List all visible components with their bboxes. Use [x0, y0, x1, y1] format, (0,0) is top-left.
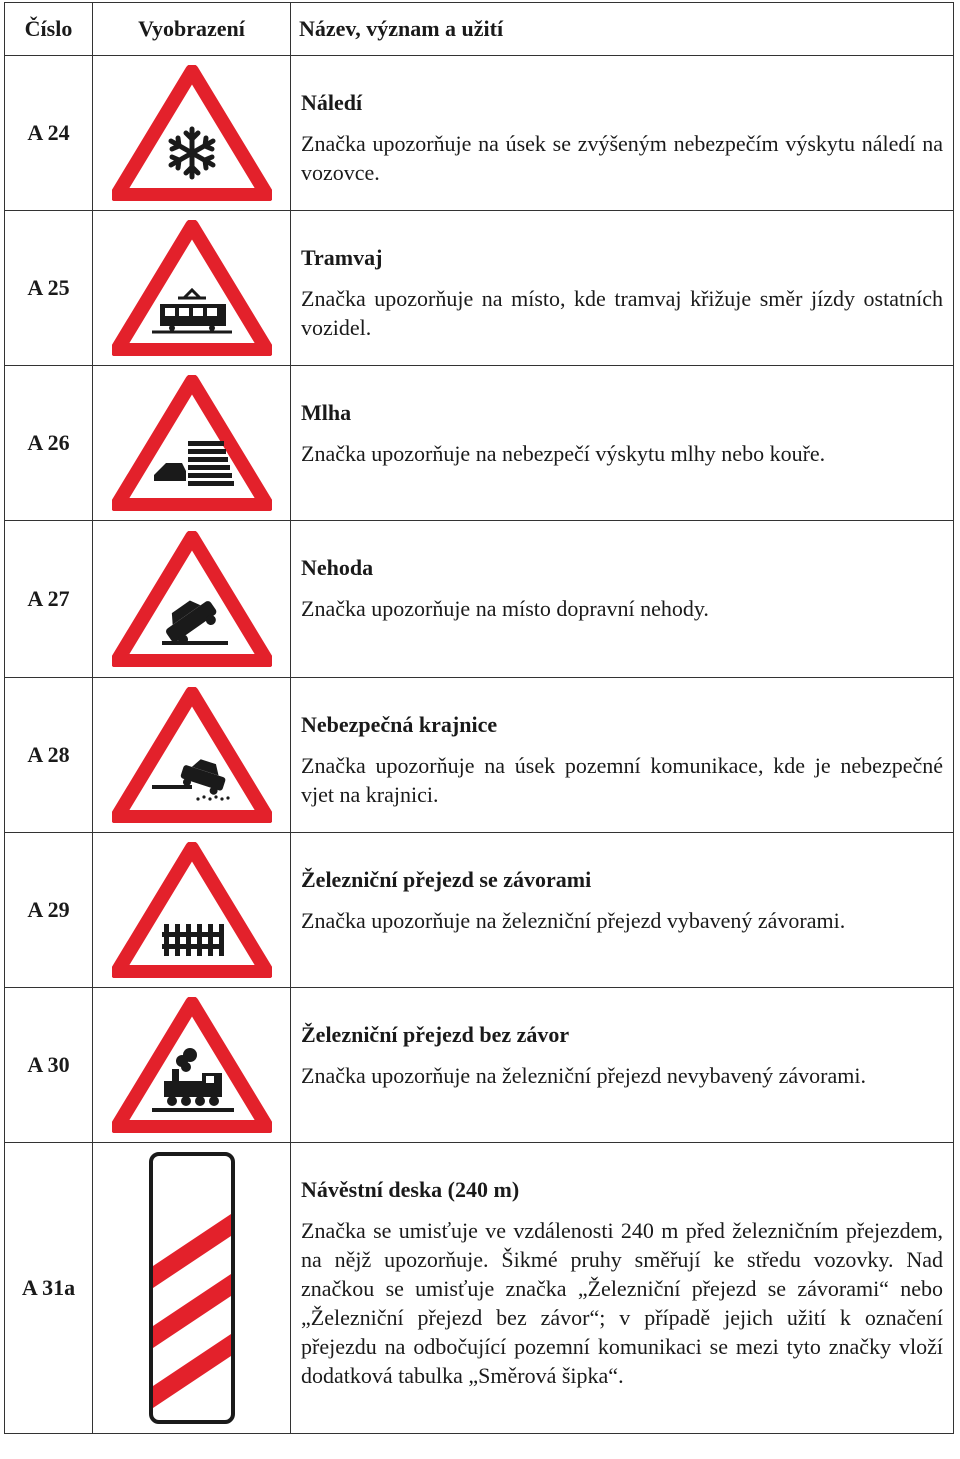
table-row: [5, 56, 954, 211]
header-description: Název, význam a užití: [291, 3, 954, 56]
table-row: [5, 1143, 954, 1434]
overturned-car-icon: [112, 531, 272, 667]
sign-title: Náledí: [301, 90, 363, 115]
sign-description: [291, 678, 954, 833]
sign-title: Železniční přejezd bez závor: [301, 1022, 570, 1047]
sign-image: [93, 521, 291, 678]
steam-locomotive-icon: [112, 997, 272, 1133]
sign-number: A 26: [5, 366, 93, 521]
table-row: [5, 988, 954, 1143]
sign-image: [93, 211, 291, 366]
header-number: Číslo: [5, 3, 93, 56]
table-header-row: [5, 3, 954, 56]
sign-description: [291, 56, 954, 211]
tram-icon: [112, 220, 272, 356]
sign-number: A 31a: [5, 1143, 93, 1434]
table-row: [5, 833, 954, 988]
table-row: [5, 521, 954, 678]
sign-description: [291, 1143, 954, 1434]
sign-number: A 24: [5, 56, 93, 211]
sign-number: A 29: [5, 833, 93, 988]
table-row: [5, 211, 954, 366]
sign-image: [93, 988, 291, 1143]
sign-text: Značka upozorňuje na nebezpečí výskytu mlhy nebo kouře.: [301, 441, 826, 466]
sign-title: Nebezpečná krajnice: [301, 712, 498, 737]
sign-number: A 28: [5, 678, 93, 833]
sign-text: Značka upozorňuje na železniční přejezd nevybavený závorami.: [301, 1063, 866, 1088]
traffic-signs-table: [4, 2, 954, 1434]
sign-number: A 27: [5, 521, 93, 678]
sign-description: [291, 988, 954, 1143]
countdown-marker-icon: [147, 1150, 237, 1426]
sign-text: Značka upozorňuje na místo, kde tramvaj křižuje směr jízdy ostatních vozidel.: [301, 286, 943, 340]
table-row: [5, 366, 954, 521]
sign-image: [93, 1143, 291, 1434]
sign-number: A 25: [5, 211, 93, 366]
sign-description: [291, 521, 954, 678]
sign-title: Nehoda: [301, 555, 374, 580]
sign-number: A 30: [5, 988, 93, 1143]
sign-description: [291, 366, 954, 521]
snowflake-icon: [112, 65, 272, 201]
sign-text: Značka se umisťuje ve vzdálenosti 240 m před železničním přejezdem, na nějž upozorňuje. Šikmé pruhy směřují ke středu vozovky. Nad značkou se umisťuje značka „Železniční přejezd se závorami“ nebo „Železniční přejezd bez závor“; v případě jejich užití k označení přejezdu na odbočující pozemní komunikaci se mezi tyto značky vloží dodatková tabulka „Směrová šipka“.: [301, 1218, 943, 1388]
car-on-soft-shoulder-icon: [112, 687, 272, 823]
table-row: [5, 678, 954, 833]
sign-image: [93, 833, 291, 988]
sign-image: [93, 678, 291, 833]
sign-description: [291, 833, 954, 988]
sign-image: [93, 366, 291, 521]
sign-title: Tramvaj: [301, 245, 383, 270]
sign-title: Železniční přejezd se závorami: [301, 867, 592, 892]
sign-text: Značka upozorňuje na úsek pozemní komunikace, kde je nebezpečné vjet na krajnici.: [301, 753, 943, 807]
sign-title: Návěstní deska (240 m): [301, 1177, 520, 1202]
sign-text: Značka upozorňuje na místo dopravní nehody.: [301, 596, 709, 621]
sign-title: Mlha: [301, 400, 352, 425]
sign-text: Značka upozorňuje na železniční přejezd vybavený závorami.: [301, 908, 846, 933]
sign-text: Značka upozorňuje na úsek se zvýšeným nebezpečím výskytu náledí na vozovce.: [301, 131, 943, 185]
header-image: Vyobrazení: [93, 3, 291, 56]
sign-image: [93, 56, 291, 211]
railway-barrier-icon: [112, 842, 272, 978]
fog-icon: [112, 375, 272, 511]
sign-description: [291, 211, 954, 366]
